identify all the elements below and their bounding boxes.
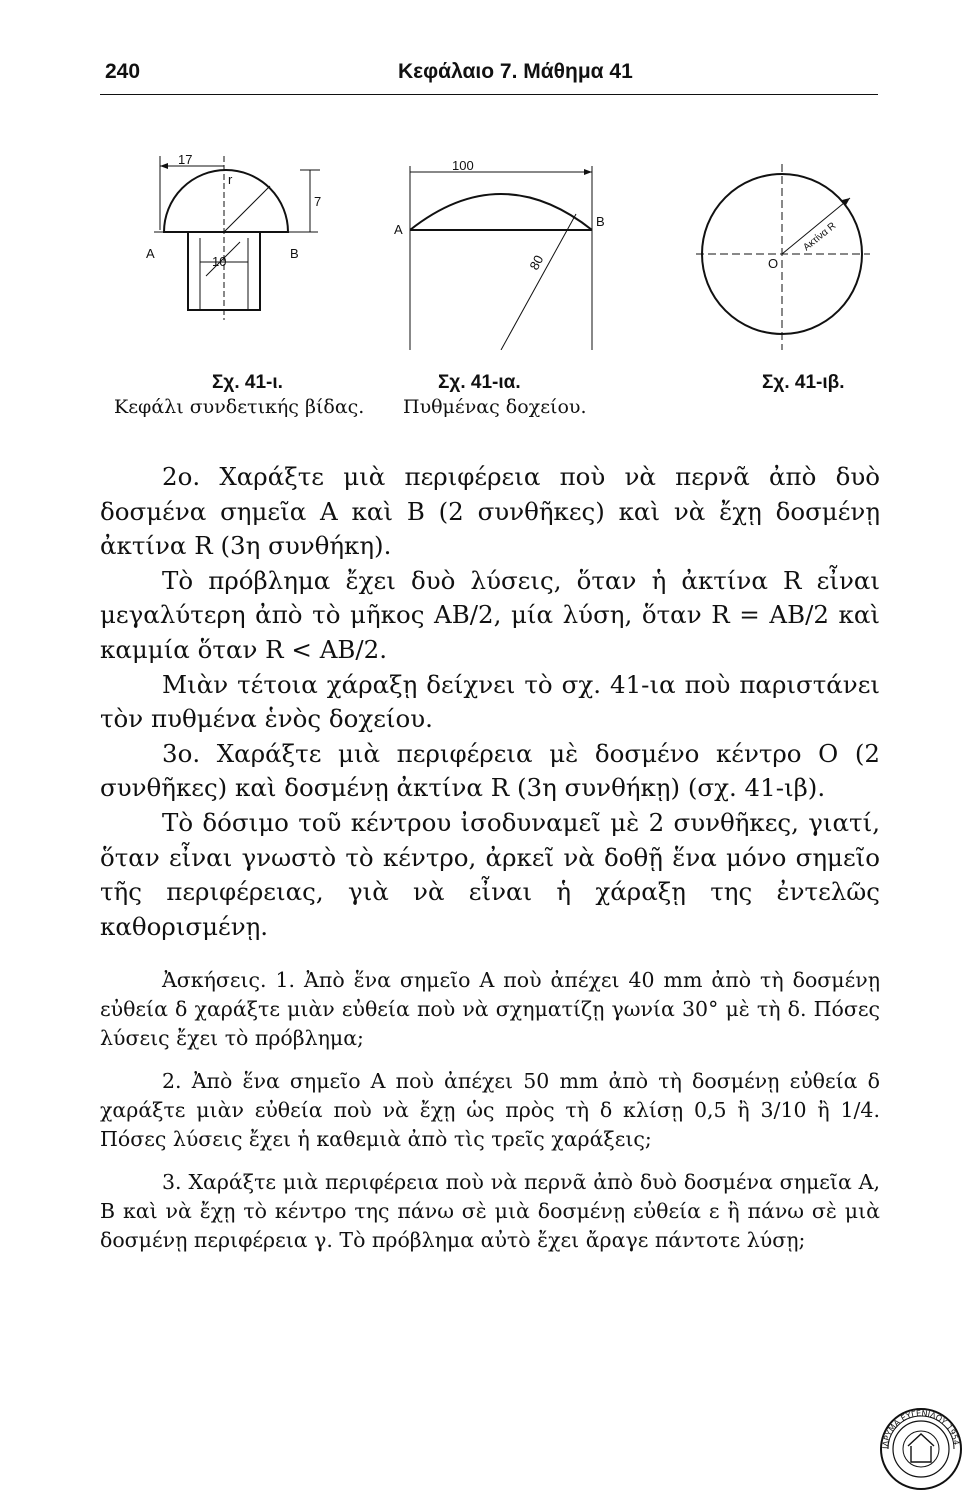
fig2-b-label: B <box>596 214 605 229</box>
figure-screw-head <box>140 150 340 320</box>
paragraph: Μιὰν τέτοια χάραξῃ δείχνει τὸ σχ. 41-ια ποὺ παριστάνει τὸν πυθμένα ἑνὸς δοχείου. <box>100 669 880 734</box>
page-number: 240 <box>105 60 141 83</box>
exercise-item: 3. Χαράξτε μιὰ περιφέρεια ποὺ νὰ περνᾶ ἀπὸ δυὸ δοσμένα σημεῖα Α, Β καὶ νὰ ἔχῃ τὸ κέντρο της πάνω σὲ μιὰ δοσμένῃ εὐθεία ε ἢ πάνω σὲ μιὰ δοσμένῃ περιφέρεια γ. Τὸ πρόβλημα αὐτὸ ἔχει ἄραγε πάντοτε λύσῃ; <box>100 1170 880 1252</box>
paragraph: 2ο. Χαράξτε μιὰ περιφέρεια ποὺ νὰ περνᾶ ἀπὸ δυὸ δοσμένα σημεῖα Α καὶ Β (2 συνθῆκες) καὶ νὰ ἔχῃ δοσμένῃ ἀκτίνα R (3η συνθήκη). <box>100 462 880 561</box>
running-head: Κεφάλαιο 7. Μάθημα 41 <box>398 60 633 83</box>
fig1-height-label: 7 <box>314 194 322 209</box>
caption-fig-41-11-title: Πυθμένας δοχείου. <box>403 396 587 418</box>
fig3-radius-label: Ακτίνα R <box>801 220 839 254</box>
figure-tank-bottom <box>380 150 620 350</box>
body-text <box>100 460 880 944</box>
fig1-width-label: 17 <box>178 152 193 167</box>
caption-fig-41-10-number: Σχ. 41-ι. <box>212 372 283 393</box>
caption-fig-41-12-number: Σχ. 41-ιβ. <box>762 372 845 393</box>
exercises <box>100 966 880 1255</box>
paragraph: 3ο. Χαράξτε μιὰ περιφέρεια μὲ δοσμένο κέντρο Ο (2 συνθῆκες) καὶ δοσμένῃ ἀκτίνα R (3η συνθήκῃ) (σχ. 41-ιβ). <box>100 738 880 803</box>
fig1-a-label: A <box>146 246 155 261</box>
seal-text: ΙΔΡΥΜΑ ΕΥΓΕΝΙΔΟΥ 1954 <box>880 1408 961 1450</box>
fig1-inner-label: 10 <box>212 254 227 269</box>
fig2-a-label: A <box>394 222 403 237</box>
fig2-width-label: 100 <box>452 158 474 173</box>
paragraph: Τὸ δόσιμο τοῦ κέντρου ἰσοδυναμεῖ μὲ 2 συνθῆκες, γιατί, ὅταν εἶναι γνωστὸ τὸ κέντρο, ἀρκεῖ νὰ δοθῇ ἕνα μόνο σημεῖο τῆς περιφέρειας, γιὰ νὰ εἶναι ἡ χάραξῃ της ἐντελῶς καθορισμένῃ. <box>100 807 880 941</box>
exercise-item: 2. Ἀπὸ ἕνα σημεῖο Α ποὺ ἀπέχει 50 mm ἀπὸ τὴ δοσμένῃ εὐθεία δ χαράξτε μιὰν εὐθεία ποὺ νὰ ἔχῃ ὡς πρὸς τὴ δ κλίσῃ 0,5 ἢ 3/10 ἢ 1/4. Πόσες λύσεις ἔχει ἡ καθεμιὰ ἀπὸ τὶς τρεῖς χαράξεις; <box>100 1069 880 1151</box>
caption-fig-41-11-number: Σχ. 41-ια. <box>438 372 521 393</box>
exercise-item: Ἀσκήσεις. 1. Ἀπὸ ἕνα σημεῖο Α ποὺ ἀπέχει 40 mm ἀπὸ τὴ δοσμένῃ εὐθεία δ χαράξτε μιὰν εὐθεία ποὺ νὰ σχηματίζῃ γωνία 30° μὲ τὴ δ. Πόσες λύσεις ἔχει τὸ πρόβλημα; <box>100 968 880 1050</box>
fig3-center-label: O <box>768 256 779 271</box>
paragraph: Τὸ πρόβλημα ἔχει δυὸ λύσεις, ὅταν ἡ ἀκτίνα R εἶναι μεγαλύτερη ἀπὸ τὸ μῆκος ΑΒ/2, μία λύση, ὅταν R = AB/2 καὶ καμμία ὅταν R < AB/2. <box>100 565 880 664</box>
figure-circle <box>690 150 880 360</box>
fig1-b-label: B <box>290 246 299 261</box>
caption-fig-41-10-title: Κεφάλι συνδετικής βίδας. <box>114 396 365 418</box>
fig1-r-label: r <box>228 172 233 187</box>
fig2-radius-label: 80 <box>526 252 547 273</box>
header-rule <box>100 94 878 95</box>
foundation-seal <box>878 1406 964 1492</box>
